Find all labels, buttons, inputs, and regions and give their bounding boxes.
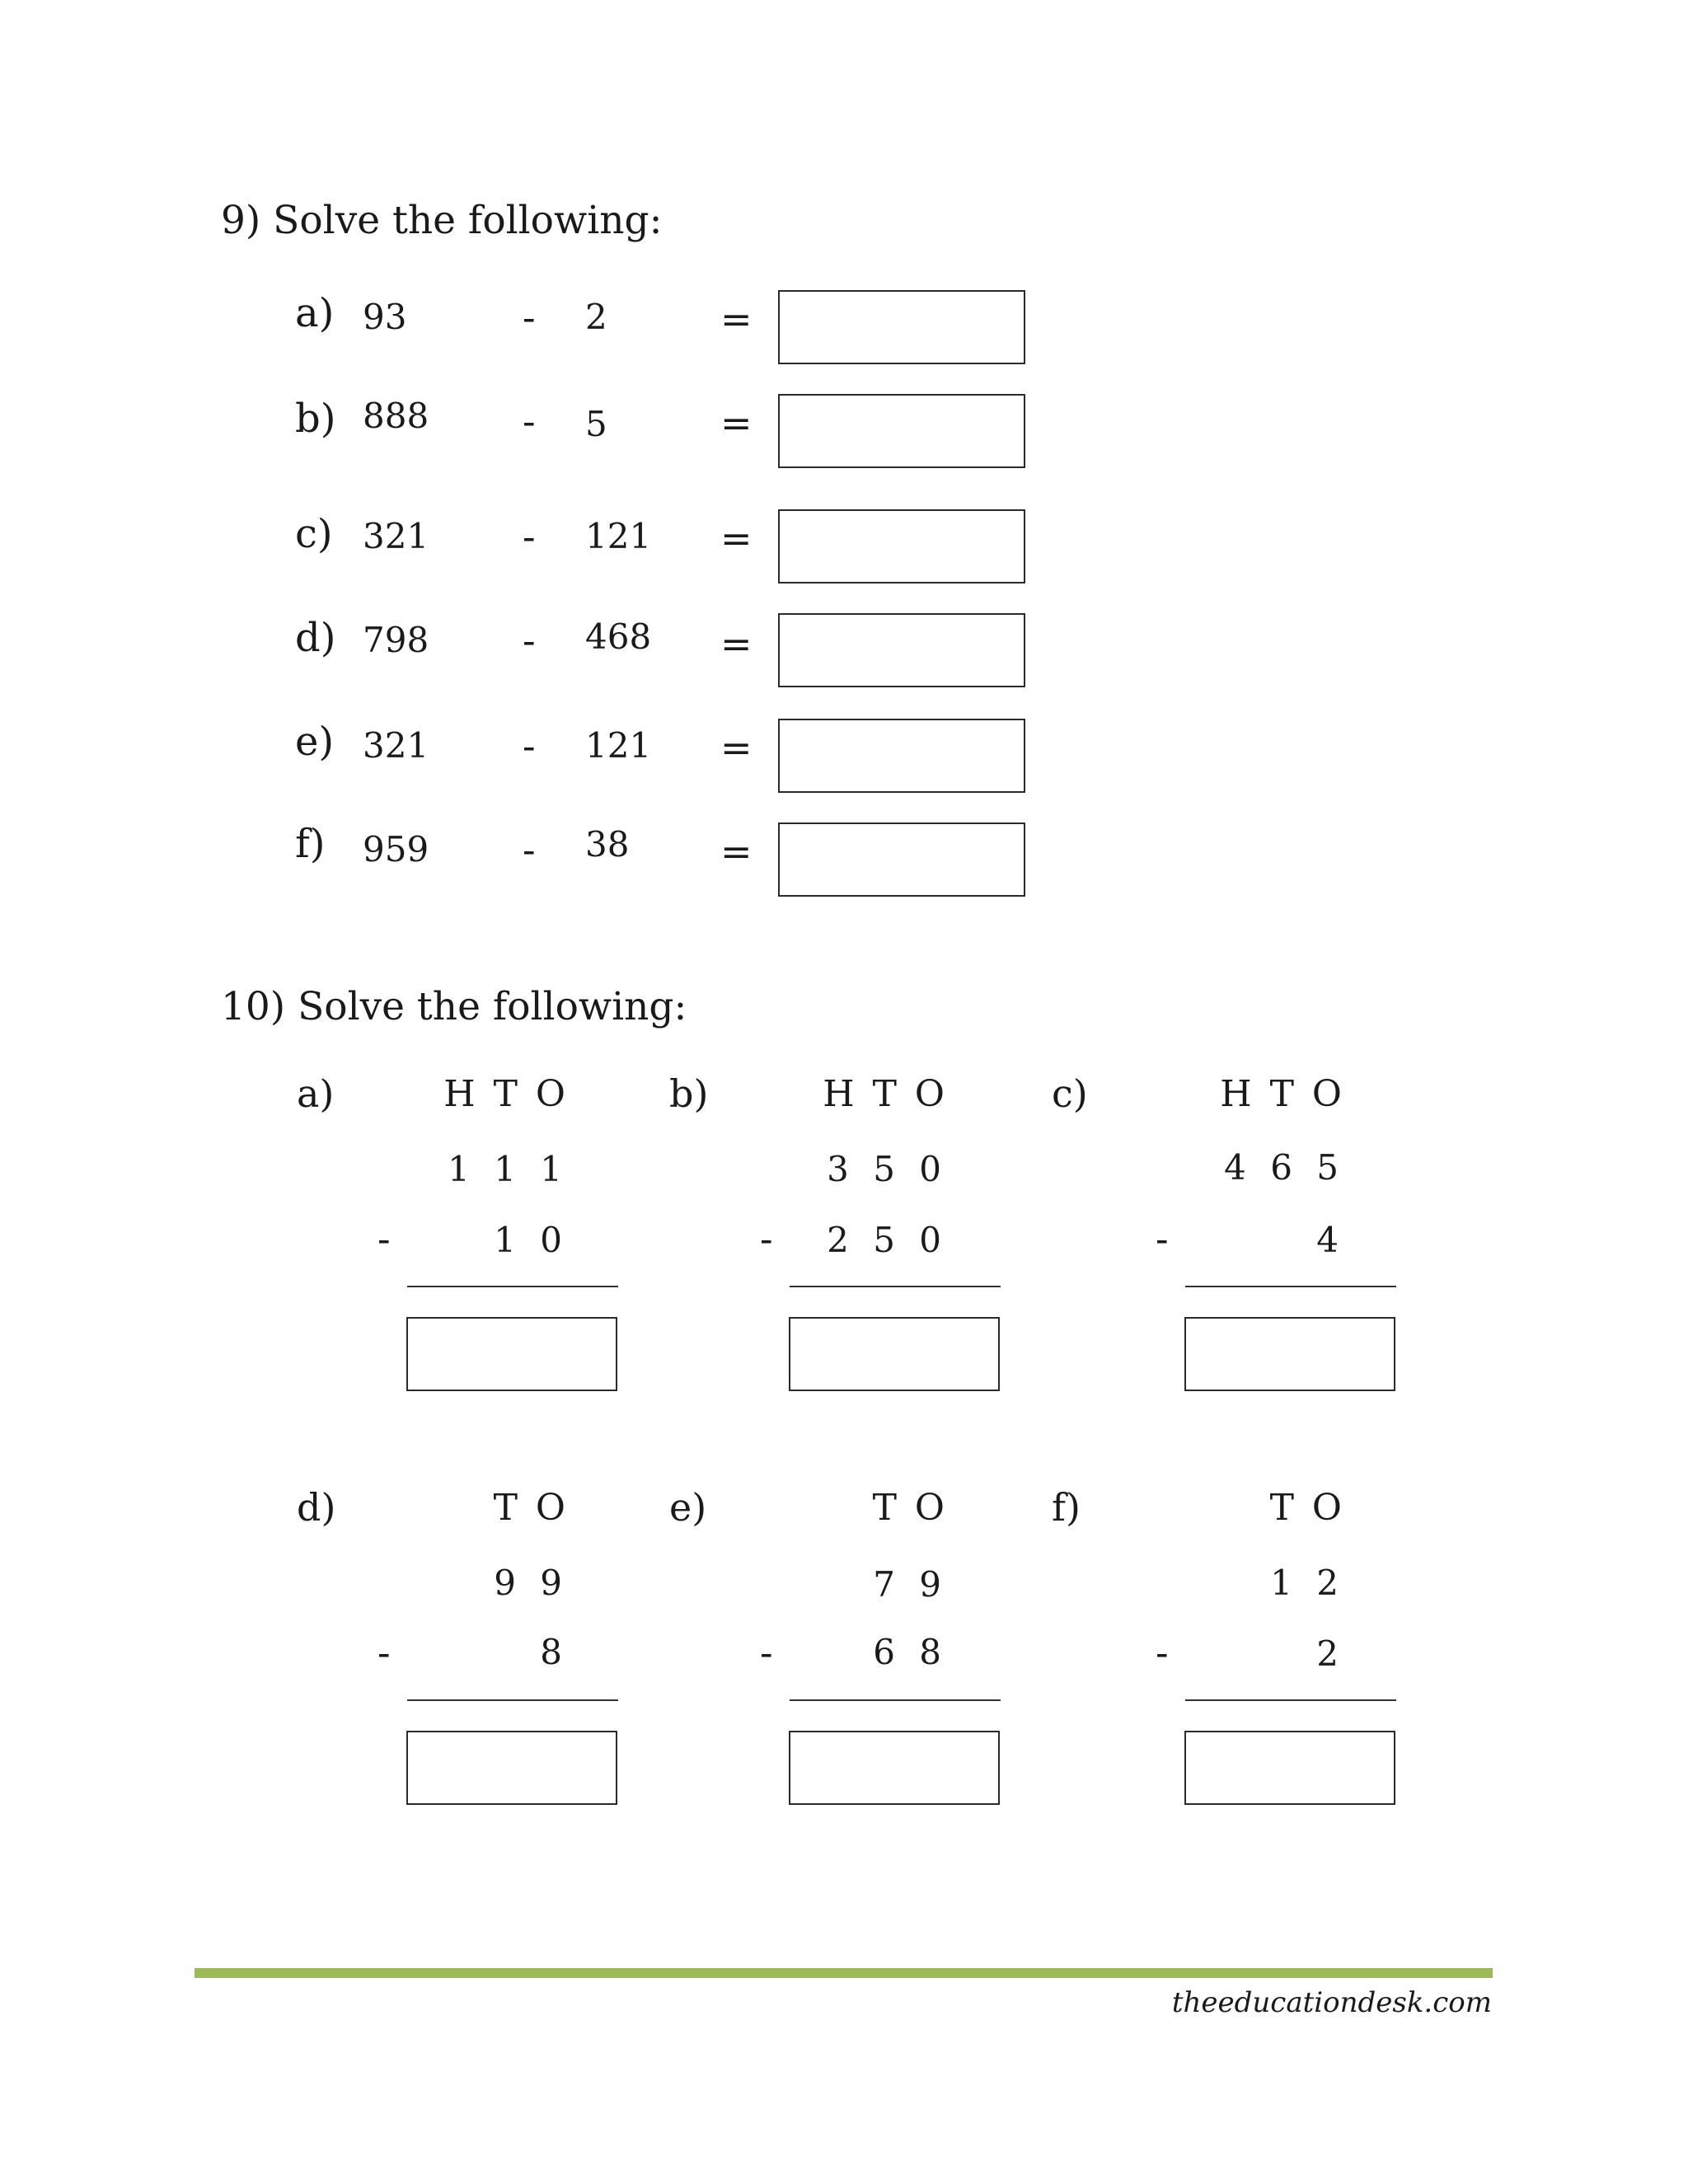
minuend: 321 [363, 516, 429, 556]
top-number: 4 6 5 [1224, 1147, 1345, 1188]
equals-sign: = [720, 621, 753, 666]
answer-box[interactable] [778, 823, 1025, 897]
equals-sign: = [720, 725, 753, 770]
top-number: 3 5 0 [827, 1149, 948, 1189]
row-label: c) [295, 511, 333, 557]
minuend: 888 [363, 396, 429, 436]
problem-label: e) [669, 1485, 707, 1530]
minuend: 321 [363, 725, 429, 766]
answer-box[interactable] [789, 1731, 1000, 1805]
bottom-number: 1 0 [494, 1220, 569, 1260]
equals-sign: = [720, 297, 753, 341]
place-value-header: T O [493, 1487, 569, 1529]
minus-sign: - [377, 1630, 391, 1675]
equals-sign: = [720, 829, 753, 874]
answer-box[interactable] [406, 1731, 617, 1805]
answer-box[interactable] [778, 509, 1025, 583]
footer-site-link[interactable]: theeducationdesk.com [1171, 1986, 1492, 2019]
top-number: 1 2 [1270, 1563, 1345, 1603]
minus-sign: - [523, 295, 536, 340]
subtrahend: 468 [585, 616, 652, 657]
problem-label: b) [669, 1071, 709, 1116]
problem-label: f) [1052, 1485, 1081, 1530]
section-10-heading: 10) Solve the following: [221, 984, 687, 1029]
answer-box[interactable] [778, 394, 1025, 468]
place-value-header: H T O [1220, 1073, 1345, 1115]
answer-line [790, 1286, 1001, 1287]
minuend: 93 [363, 297, 407, 337]
answer-box[interactable] [1184, 1731, 1395, 1805]
place-value-header: H T O [823, 1073, 948, 1115]
answer-line [1185, 1286, 1396, 1287]
top-number: 7 9 [873, 1564, 948, 1605]
equals-sign: = [720, 516, 753, 560]
answer-line [407, 1699, 618, 1701]
subtrahend: 5 [585, 404, 607, 444]
minuend: 959 [363, 829, 429, 869]
answer-box[interactable] [406, 1317, 617, 1391]
minus-sign: - [760, 1630, 773, 1675]
answer-line [790, 1699, 1001, 1701]
answer-line [1185, 1699, 1396, 1701]
bottom-number: 6 8 [873, 1632, 948, 1672]
subtrahend: 121 [585, 516, 652, 556]
place-value-header: T O [872, 1487, 948, 1529]
bottom-number: 2 [1316, 1633, 1345, 1674]
answer-box[interactable] [778, 719, 1025, 793]
minus-sign: - [523, 618, 536, 663]
top-number: 1 1 1 [448, 1149, 569, 1189]
place-value-header: H T O [443, 1073, 569, 1115]
minus-sign: - [1156, 1630, 1169, 1675]
answer-box[interactable] [1184, 1317, 1395, 1391]
subtrahend: 2 [585, 297, 607, 337]
top-number: 9 9 [494, 1563, 569, 1603]
equals-sign: = [720, 401, 753, 445]
row-label: b) [295, 396, 336, 442]
minus-sign: - [523, 724, 536, 768]
row-label: d) [295, 615, 336, 661]
minuend: 798 [363, 620, 429, 660]
section-9-heading: 9) Solve the following: [221, 198, 663, 243]
answer-box[interactable] [789, 1317, 1000, 1391]
subtrahend: 121 [585, 725, 652, 766]
subtrahend: 38 [585, 824, 630, 865]
minus-sign: - [377, 1216, 391, 1261]
minus-sign: - [760, 1216, 773, 1261]
place-value-header: T O [1269, 1487, 1345, 1529]
problem-label: c) [1052, 1071, 1088, 1116]
minus-sign: - [523, 399, 536, 443]
answer-box[interactable] [778, 613, 1025, 687]
row-label: a) [295, 290, 335, 336]
answer-box[interactable] [778, 290, 1025, 364]
minus-sign: - [1156, 1216, 1169, 1261]
row-label: e) [295, 719, 335, 765]
problem-label: a) [297, 1071, 335, 1116]
answer-line [407, 1286, 618, 1287]
minus-sign: - [523, 827, 536, 872]
bottom-number: 8 [540, 1632, 569, 1672]
footer-divider [195, 1968, 1493, 1978]
minus-sign: - [523, 514, 536, 559]
row-label: f) [295, 821, 326, 867]
bottom-number: 2 5 0 [827, 1220, 948, 1260]
problem-label: d) [297, 1485, 336, 1530]
bottom-number: 4 [1316, 1220, 1345, 1260]
